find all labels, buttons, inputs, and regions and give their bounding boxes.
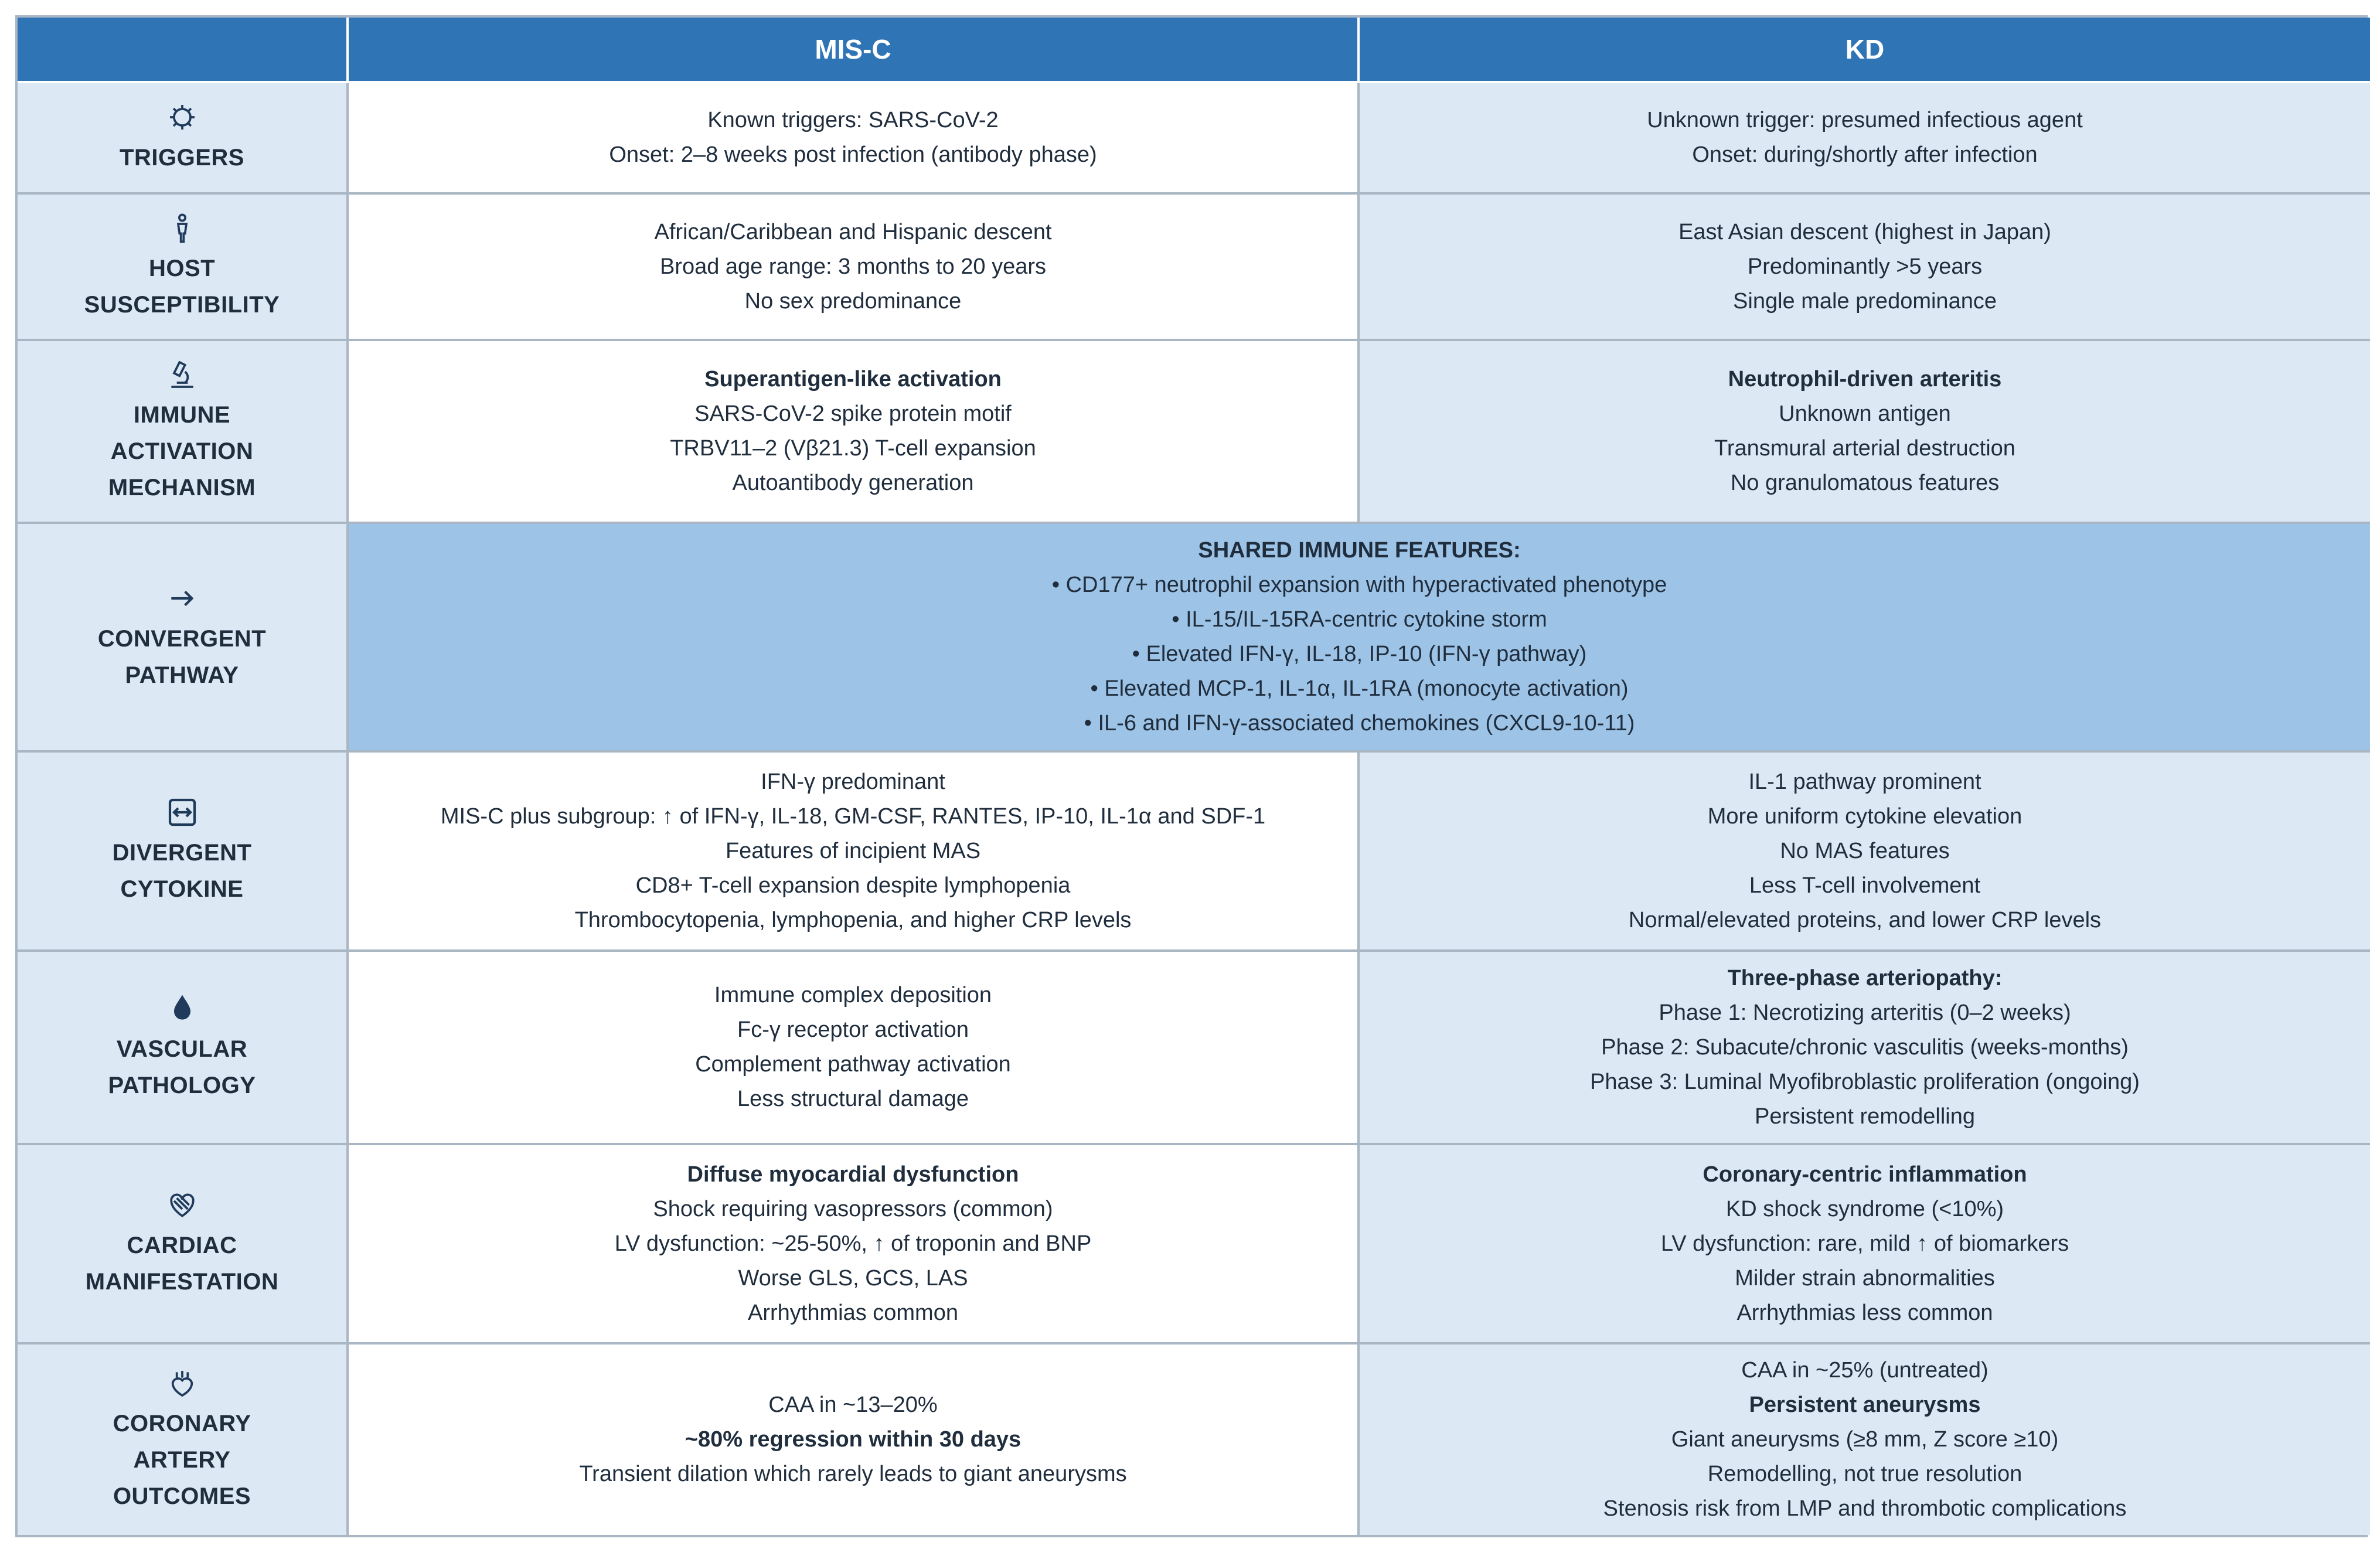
anatomical-heart-icon	[165, 1366, 200, 1401]
row-label-text: IMMUNE	[133, 402, 231, 428]
shared-feature-line: • IL-15/IL-15RA-centric cytokine storm	[1172, 607, 1547, 632]
kd-line: Giant aneurysms (≥8 mm, Z score ≥10)	[1671, 1427, 2059, 1452]
kd-cell	[1360, 952, 2370, 1145]
row-label	[18, 83, 349, 195]
row-label-text: ARTERY	[133, 1446, 231, 1473]
row-label	[18, 952, 349, 1145]
shared-feature-line: • IL-6 and IFN-γ-associated chemokines (CXCL9-10-11)	[1084, 711, 1635, 736]
misc-line: Shock requiring vasopressors (common)	[653, 1196, 1053, 1221]
misc-line: Fc-γ receptor activation	[737, 1017, 969, 1042]
diverge-arrows-icon	[165, 795, 200, 830]
misc-line: Complement pathway activation	[695, 1052, 1011, 1077]
misc-cell	[349, 753, 1360, 952]
shared-feature-line: • Elevated IFN-γ, IL-18, IP-10 (IFN-γ pathway)	[1132, 642, 1587, 666]
row-label	[18, 195, 349, 341]
row-label-text: CORONARY	[113, 1410, 251, 1437]
kd-cell	[1360, 341, 2370, 524]
kd-line: Single male predominance	[1733, 288, 1997, 314]
row-label-text: SUSCEPTIBILITY	[84, 292, 280, 318]
kd-line: IL-1 pathway prominent	[1748, 769, 1981, 794]
kd-line: Phase 3: Luminal Myofibroblastic proliferation (ongoing)	[1590, 1069, 2140, 1094]
misc-line: CD8+ T-cell expansion despite lymphopenia	[635, 873, 1071, 898]
row-label-text: VASCULAR	[116, 1036, 248, 1062]
row-label-text: MECHANISM	[108, 475, 256, 501]
row-label-text: PATHOLOGY	[108, 1073, 256, 1098]
misc-cell	[349, 83, 1360, 195]
row-label-text: PATHWAY	[125, 662, 239, 688]
kd-line: LV dysfunction: rare, mild ↑ of biomarkers	[1660, 1231, 2069, 1256]
kd-line: Persistent remodelling	[1755, 1104, 1975, 1129]
kd-line: Transmural arterial destruction	[1714, 436, 2015, 461]
misc-line: Onset: 2–8 weeks post infection (antibody phase)	[609, 142, 1097, 167]
misc-line: MIS-C plus subgroup: ↑ of IFN-γ, IL-18, GM-CSF, RANTES, IP-10, IL-1α and SDF-1	[440, 804, 1266, 829]
misc-line: Thrombocytopenia, lymphopenia, and higher CRP levels	[574, 907, 1132, 932]
row-label-text: DIVERGENT	[112, 840, 252, 866]
misc-line: Known triggers: SARS-CoV-2	[707, 108, 999, 132]
kd-line: Unknown trigger: presumed infectious agent	[1647, 108, 2083, 132]
misc-line: Less structural damage	[737, 1087, 969, 1111]
misc-line: Arrhythmias common	[748, 1300, 958, 1325]
misc-cell	[349, 341, 1360, 524]
misc-line: Features of incipient MAS	[725, 838, 981, 863]
kd-line: More uniform cytokine elevation	[1707, 804, 2023, 829]
kd-line: Normal/elevated proteins, and lower CRP levels	[1628, 907, 2102, 932]
kd-line: Phase 1: Necrotizing arteritis (0–2 weeks)	[1659, 1000, 2071, 1025]
kd-line: Coronary-centric inflammation	[1703, 1162, 2027, 1187]
microscope-icon	[165, 357, 200, 392]
misc-cell	[349, 1344, 1360, 1535]
misc-line: ~80% regression within 30 days	[685, 1427, 1022, 1452]
misc-line: Autoantibody generation	[732, 471, 974, 495]
misc-line: Transient dilation which rarely leads to giant aneurysms	[579, 1462, 1127, 1486]
misc-line: Immune complex deposition	[714, 983, 992, 1007]
shared-feature-line: • Elevated MCP-1, IL-1α, IL-1RA (monocyte activation)	[1090, 676, 1629, 701]
row-label	[18, 753, 349, 952]
header-corner	[18, 18, 349, 83]
misc-cell	[349, 195, 1360, 341]
row-label-text: CYTOKINE	[120, 876, 244, 902]
row-label	[18, 524, 349, 753]
row-label	[18, 341, 349, 524]
row-label-text: TRIGGERS	[120, 145, 244, 171]
comparison-table	[15, 15, 2368, 1537]
header-misc: MIS-C	[349, 18, 1360, 83]
row-label	[18, 1145, 349, 1344]
kd-cell	[1360, 1145, 2370, 1344]
kd-line: KD shock syndrome (<10%)	[1725, 1196, 2004, 1221]
kd-line: East Asian descent (highest in Japan)	[1678, 219, 2051, 244]
heart-icon	[165, 1187, 200, 1223]
misc-line: IFN-γ predominant	[761, 769, 945, 794]
kd-cell	[1360, 1344, 2370, 1535]
misc-line: LV dysfunction: ~25-50%, ↑ of troponin and BNP	[614, 1231, 1092, 1256]
header-kd: KD	[1360, 18, 2370, 83]
misc-line: Diffuse myocardial dysfunction	[687, 1162, 1019, 1187]
row-label-text: MANIFESTATION	[85, 1269, 279, 1295]
kd-line: Milder strain abnormalities	[1735, 1265, 1995, 1291]
kd-line: Onset: during/shortly after infection	[1692, 142, 2038, 167]
blood-drop-icon	[165, 991, 200, 1026]
row-label	[18, 1344, 349, 1535]
kd-line: Unknown antigen	[1779, 401, 1951, 426]
kd-line: CAA in ~25% (untreated)	[1741, 1358, 1989, 1383]
row-label-text: OUTCOMES	[113, 1483, 251, 1509]
misc-line: Superantigen-like activation	[704, 367, 1002, 392]
virus-icon	[165, 100, 200, 135]
kd-cell	[1360, 753, 2370, 952]
kd-cell	[1360, 83, 2370, 195]
misc-line: Broad age range: 3 months to 20 years	[659, 254, 1047, 279]
row-label-text: CARDIAC	[127, 1233, 237, 1258]
kd-line: Phase 2: Subacute/chronic vasculitis (weeks-months)	[1601, 1034, 2129, 1060]
kd-line: Arrhythmias less common	[1737, 1300, 1993, 1325]
kd-line: No MAS features	[1780, 838, 1950, 863]
kd-line: No granulomatous features	[1730, 471, 2000, 495]
kd-line: Neutrophil-driven arteritis	[1728, 367, 2002, 392]
misc-line: SARS-CoV-2 spike protein motif	[694, 401, 1012, 426]
misc-line: No sex predominance	[744, 288, 962, 314]
misc-line: CAA in ~13–20%	[768, 1393, 938, 1417]
misc-cell	[349, 1145, 1360, 1344]
kd-line: Three-phase arteriopathy:	[1727, 965, 2003, 990]
misc-line: Worse GLS, GCS, LAS	[738, 1265, 968, 1291]
person-icon	[165, 210, 200, 246]
arrow-right-icon	[165, 581, 200, 616]
kd-line: Less T-cell involvement	[1749, 873, 1981, 898]
kd-line: Stenosis risk from LMP and thrombotic complications	[1603, 1496, 2127, 1521]
kd-line: Remodelling, not true resolution	[1707, 1462, 2023, 1486]
misc-line: African/Caribbean and Hispanic descent	[654, 219, 1052, 244]
shared-feature-line: SHARED IMMUNE FEATURES:	[1198, 538, 1521, 563]
row-label-text: ACTIVATION	[110, 438, 254, 464]
shared-features-cell	[349, 524, 2370, 753]
kd-line: Persistent aneurysms	[1749, 1393, 1981, 1417]
shared-feature-line: • CD177+ neutrophil expansion with hyperactivated phenotype	[1051, 573, 1667, 597]
misc-cell	[349, 952, 1360, 1145]
kd-line: Predominantly >5 years	[1747, 254, 1983, 279]
row-label-text: HOST	[148, 256, 216, 281]
row-label-text: CONVERGENT	[97, 626, 267, 652]
misc-line: TRBV11–2 (Vβ21.3) T-cell expansion	[670, 436, 1036, 461]
kd-cell	[1360, 195, 2370, 341]
